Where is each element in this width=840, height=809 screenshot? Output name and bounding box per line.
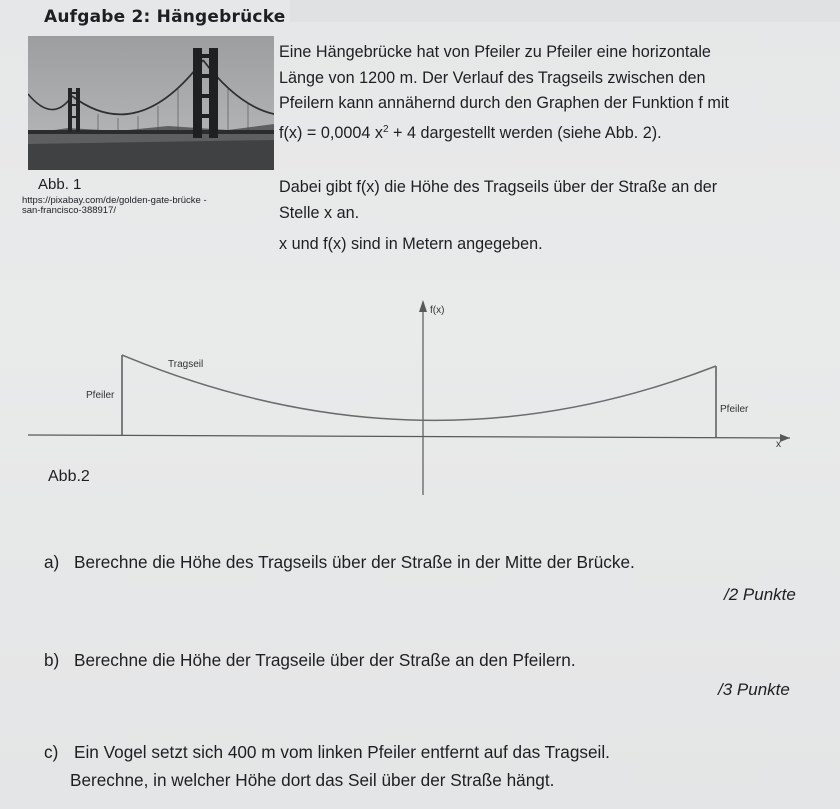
formula-exponent: 2 [382, 123, 389, 135]
bridge-photo [28, 36, 274, 170]
page-top-shadow [290, 0, 840, 22]
intro-line1: Eine Hängebrücke hat von Pfeiler zu Pfeiler eine horizontale [279, 43, 711, 61]
question-c-letter: c) [44, 742, 59, 762]
question-c [44, 738, 610, 794]
question-b-points: /3 Punkte [718, 680, 790, 699]
source-line2: san-francisco-388917/ [22, 205, 116, 216]
question-b-letter: b) [44, 650, 60, 670]
bridge-graph [0, 290, 840, 505]
formula-base: f(x) = 0,0004 x [279, 123, 383, 142]
x-axis [28, 435, 790, 438]
cable-curve [122, 355, 716, 420]
definition-paragraph [279, 175, 819, 226]
x-axis-label: x [776, 439, 781, 450]
question-b [44, 646, 576, 674]
question-a-letter: a) [44, 552, 60, 572]
intro-line3: Pfeilern kann annähernd durch den Graphen der Funktion f mit [279, 94, 729, 112]
pillar-right-label: Pfeiler [720, 404, 749, 415]
question-c-text2: Berechne, in welcher Höhe dort das Seil über der Straße hängt. [70, 770, 555, 790]
question-a-text: Berechne die Höhe des Tragseils über der Straße in der Mitte der Brücke. [74, 552, 635, 572]
figure1-source [22, 196, 207, 216]
cable-label: Tragseil [168, 359, 204, 370]
intro-line6: Stelle x an. [279, 203, 360, 222]
figure1-caption: Abb. 1 [38, 176, 82, 193]
question-a-points: /2 Punkte [724, 585, 796, 604]
intro-line5: Dabei gibt f(x) die Höhe des Tragseils über der Straße an der [279, 178, 718, 196]
source-line1: https://pixabay.com/de/golden-gate-brücke - [22, 195, 207, 206]
intro-paragraph [279, 40, 819, 146]
question-c-text1: Ein Vogel setzt sich 400 m vom linken Pfeiler entfernt auf das Tragseil. [74, 742, 610, 762]
y-axis-arrow [419, 300, 427, 312]
intro-line7: x und f(x) sind in Metern angegeben. [279, 235, 543, 253]
formula-rest: + 4 dargestellt werden (siehe Abb. 2). [388, 123, 662, 142]
question-a [44, 548, 635, 576]
task-title: Aufgabe 2: Hängebrücke [44, 7, 286, 27]
pillar-left-label: Pfeiler [86, 390, 115, 401]
figure2-caption: Abb.2 [48, 468, 90, 485]
function-formula [279, 117, 819, 147]
y-axis-label: f(x) [430, 305, 445, 316]
units-note [279, 232, 819, 258]
x-axis-arrow [780, 434, 790, 442]
golden-gate-bridge-image [28, 36, 274, 170]
intro-line2: Länge von 1200 m. Der Verlauf des Tragseils zwischen den [279, 68, 706, 87]
question-b-text: Berechne die Höhe der Tragseile über der Straße an den Pfeilern. [74, 650, 576, 670]
